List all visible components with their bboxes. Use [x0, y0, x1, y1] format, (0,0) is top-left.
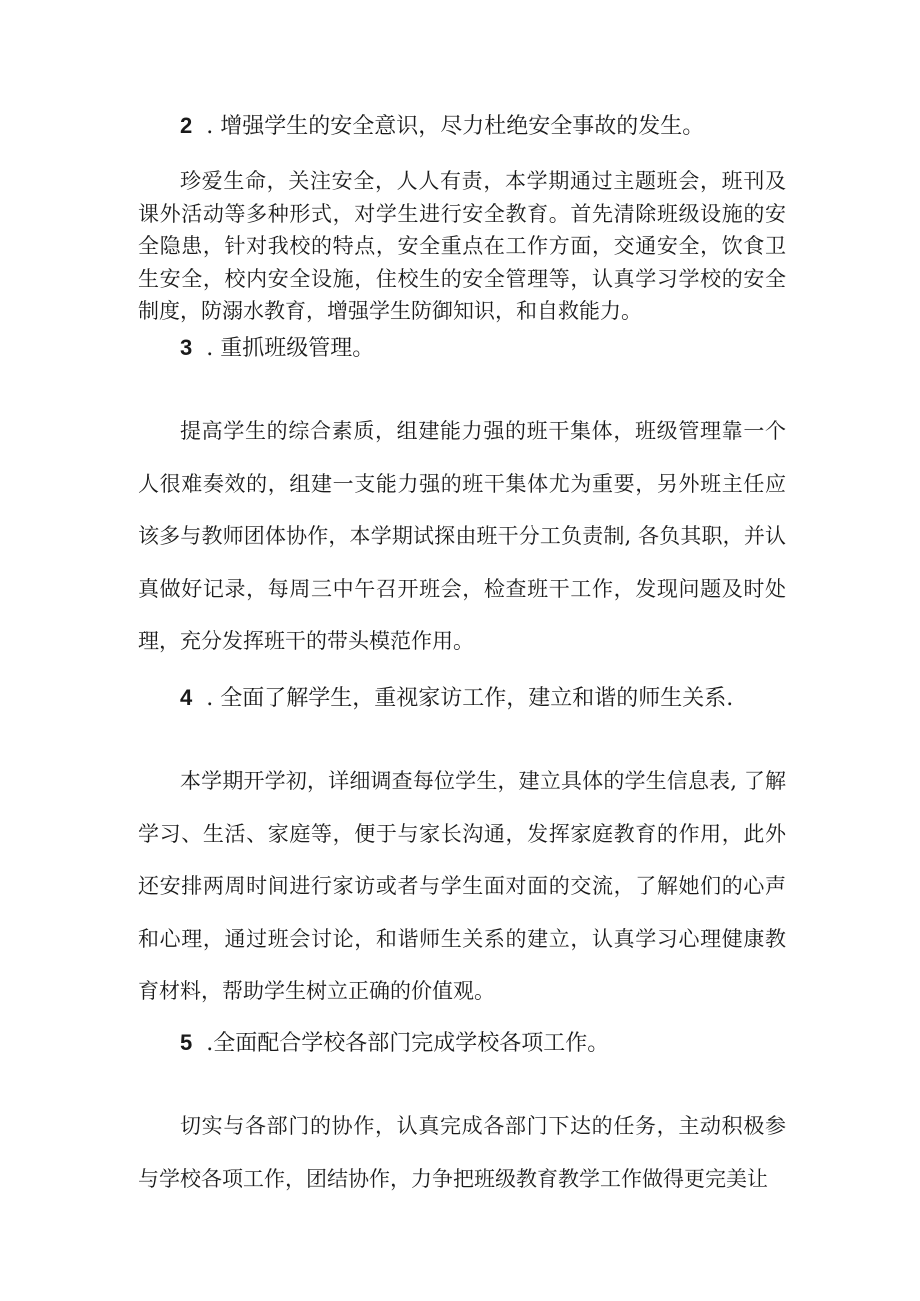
section-number: 5 [180, 1030, 193, 1055]
section-5-heading [180, 1028, 609, 1059]
section-title: . 重抓班级管理。 [206, 336, 375, 361]
section-3-paragraph: 提高学生的综合素质，组建能力强的班干集体，班级管理靠一个人很难奏效的，组建一支能力强的班干集体尤为重要，另外班主任应该多与教师团体协作，本学期试探由班干分工负责制, 各负其职，并认真做好记录，每周三中午召开班会，检查班干工作，发现问题及时处理，充分发挥班干的带头模范作用。 [138, 419, 786, 653]
section-title: . 增强学生的安全意识，尽力杜绝安全事故的发生。 [206, 114, 705, 139]
section-3-heading [180, 333, 374, 364]
section-title: . 全面了解学生，重视家访工作，建立和谐的师生关系. [206, 686, 734, 711]
section-2-heading [180, 111, 704, 142]
section-number: 4 [180, 685, 193, 710]
section-4-paragraph: 本学期开学初，详细调查每位学生，建立具体的学生信息表, 了解学习、生活、家庭等，便于与家长沟通，发挥家庭教育的作用，此外还安排两周时间进行家访或者与学生面对面的交流，了解她们的心声和心理，通过班会讨论，和谐师生关系的建立，认真学习心理健康教育材料，帮助学生树立正确的价值观。 [138, 769, 786, 1003]
section-number: 2 [180, 113, 193, 138]
section-5-paragraph: 切实与各部门的协作，认真完成各部门下达的任务，主动积极参与学校各项工作，团结协作，力争把班级教育教学工作做得更完美让 [138, 1114, 786, 1191]
section-2-paragraph: 珍爱生命，关注安全，人人有责，本学期通过主题班会，班刊及课外活动等多种形式，对学生进行安全教育。首先清除班级设施的安全隐患，针对我校的特点，安全重点在工作方面，交通安全，饮食卫生安全，校内安全设施，住校生的安全管理等，认真学习学校的安全制度，防溺水教育，增强学生防御知识，和自救能力。 [138, 169, 786, 323]
section-number: 3 [180, 335, 193, 360]
section-4-heading [180, 683, 733, 714]
section-title: .全面配合学校各部门完成学校各项工作。 [206, 1031, 610, 1056]
